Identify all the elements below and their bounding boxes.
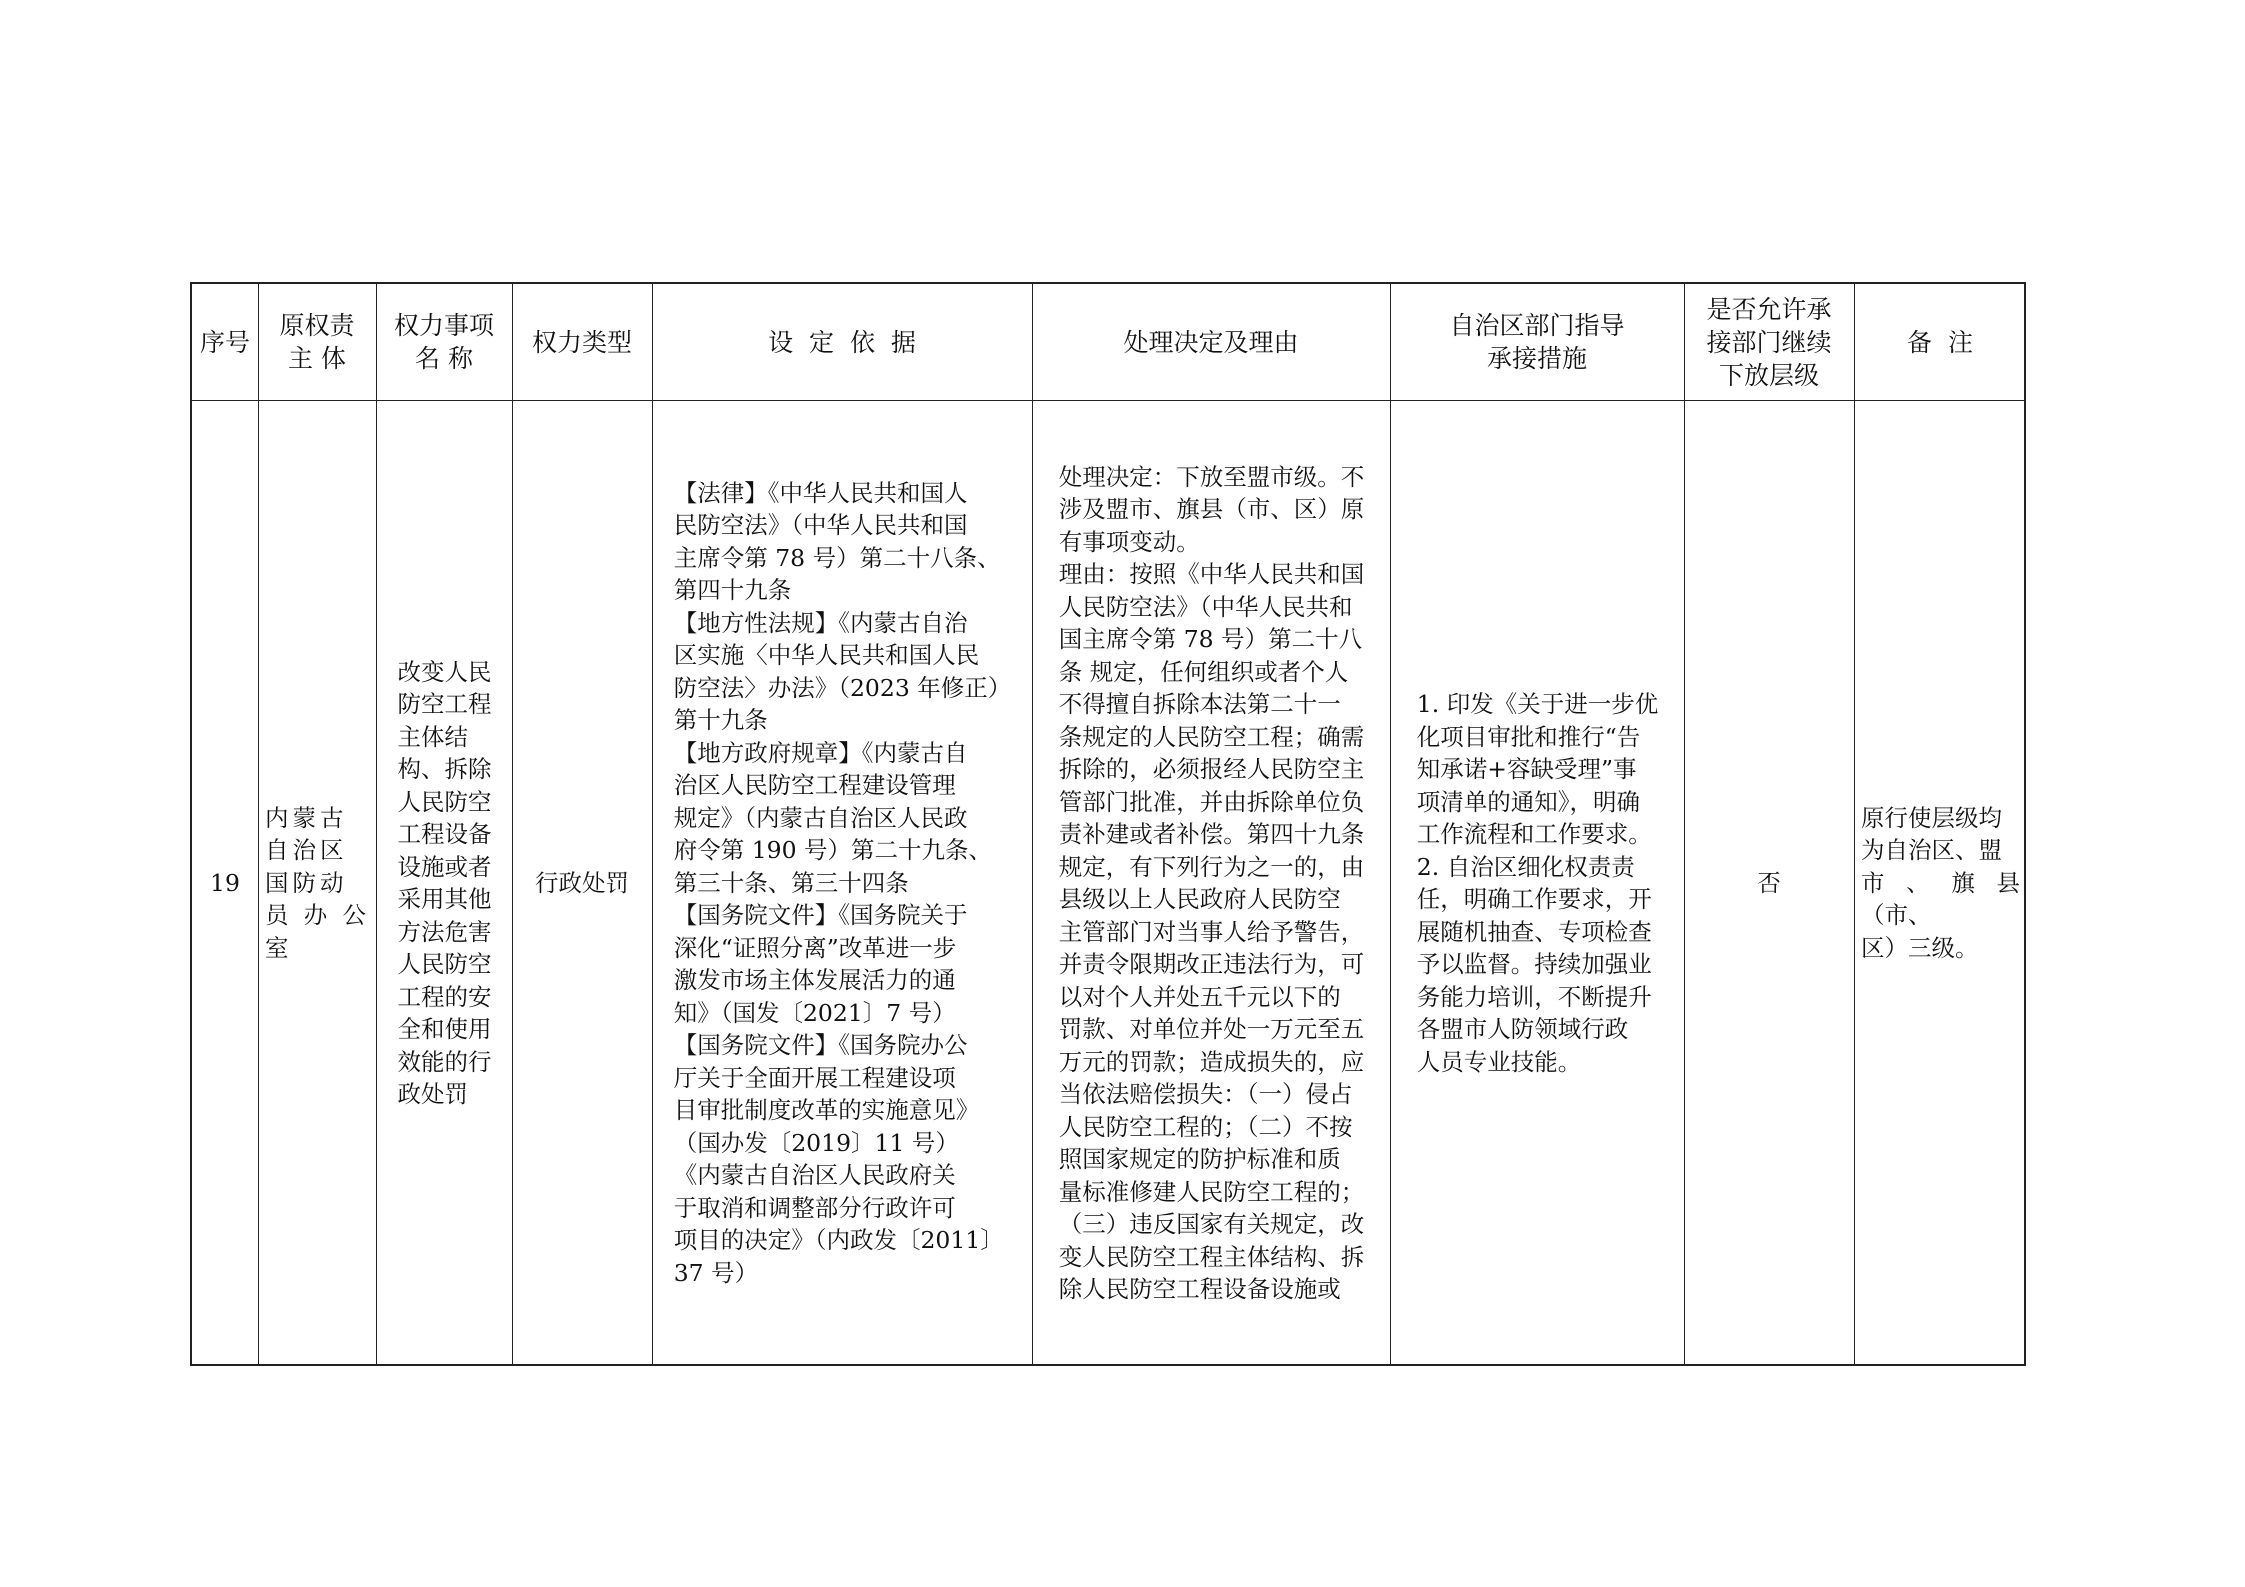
- header-allow-further: 是否允许承 接部门继续 下放层级: [1706, 294, 1832, 390]
- item-name-text: 改变人民 防空工程 主体结 构、拆除 人民防空 工程设备 设施或者 采用其他 方法危害 人民防空 工程的安 全和使用 效能的行 政处罚: [397, 657, 492, 1108]
- cell-subject: [258, 400, 376, 1366]
- measures-text: 1. 印发《关于进一步优 化项目审批和推行“告 知承诺+容缺受理”事 项清单的通知》，明确 工作流程和工作要求。 2. 自治区细化权责责 任，明确工作要求，开 展随机抽查、专项检查 予以监督。持续加强业 务能力培训，不断提升 各盟市人防领域行政 人员专业技能。: [1416, 690, 1659, 1076]
- row-index: 19: [210, 868, 240, 897]
- header-subject: 原权责 主 体: [279, 311, 355, 373]
- subject-text: 内蒙古 自治区 国防动 员办公室: [265, 803, 370, 962]
- cell-allow-further: 否: [1757, 868, 1781, 897]
- cell-item-name: [376, 400, 512, 1366]
- cell-decision: [1032, 400, 1390, 1366]
- header-basis: 设 定 依 据: [768, 327, 916, 357]
- basis-text: 【法律】《中华人民共和国人 民防空法》（中华人民共和国 主席令第 78 号）第二十八条、 第四十九条 【地方性法规】《内蒙古自治 区实施〈中华人民共和国人民 防空法〉办法》（2023 年修正） 第十九条 【地方政府规章】《内蒙古自 治区人民防空工程建设管理 规定》（内蒙古自治区人民政 府令第 190 号）第二十九条、 第三十条、第三十四条 【国务院文件】《国务院关于 深化“证照分离”改革进一步 激发市场主体发展活力的通 知》（国发〔2021〕7 号） 【国务院文件】《国务院办公 厅关于全面开展工程建设项 目审批制度改革的实施意见》 （国办发〔2019〕11 号） 《内蒙古自治区人民政府关 于取消和调整部分行政许可 项目的决定》（内政发〔2011〕 37 号）: [673, 478, 1012, 1287]
- decision-text: 处理决定：下放至盟市级。不 涉及盟市、旗县（市、区）原 有事项变动。 理由：按照《中华人民共和国 人民防空法》（中华人民共和 国主席令第 78 号）第二十八 条 规定，任何组织或者个人 不得擅自拆除本法第二十一 条规定的人民防空工程；确需 拆除的，必须报经人民防空主 管部门批准，并由拆除单位负 责补建或者补偿。第四十九条 规定，有下列行为之一的，由 县级以上人民政府人民防空 主管部门对当事人给予警告， 并责令限期改正违法行为，可 以对个人并处五千元以下的 罚款、对单位并处一万元至五 万元的罚款；造成损失的，应 当依法赔偿损失：（一）侵占 人民防空工程的；（二）不按 照国家规定的防护标准和质 量标准修建人民防空工程的； （三）违反国家有关规定，改 变人民防空工程主体结构、拆 除人民防空工程设备设施或: [1058, 462, 1365, 1303]
- cell-power-type: 行政处罚: [535, 868, 629, 897]
- header-item-name: 权力事项 名 称: [393, 311, 494, 373]
- header-remarks: 备 注: [1907, 327, 1973, 357]
- cell-basis: [652, 400, 1032, 1366]
- header-power-type: 权力类型: [531, 327, 632, 357]
- authority-table: [190, 282, 2026, 1366]
- header-decision: 处理决定及理由: [1123, 327, 1299, 357]
- header-index: 序号: [199, 327, 250, 357]
- cell-measures: [1390, 400, 1684, 1366]
- header-measures: 自治区部门指导 承接措施: [1449, 311, 1625, 373]
- cell-remarks: [1854, 400, 2026, 1366]
- remarks-text: 原行使层级均 为自治区、盟 市、旗县（市、 区）三级。: [1861, 803, 2020, 962]
